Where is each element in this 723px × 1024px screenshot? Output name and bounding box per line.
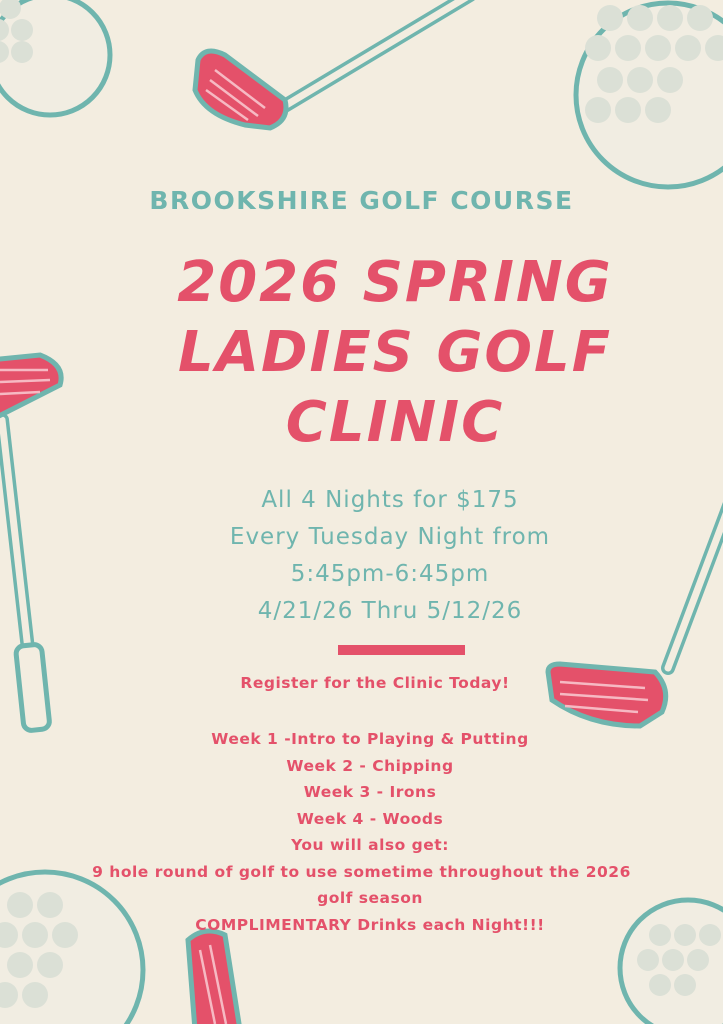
clinic-headline xyxy=(0,248,723,458)
schedule-day-line: Every Tuesday Night from xyxy=(229,524,551,550)
headline-line: 2026 SPRING xyxy=(177,250,613,315)
week-item: Week 3 - Irons xyxy=(303,783,437,801)
bonus-heading: You will also get: xyxy=(291,836,449,854)
golf-ball-icon xyxy=(0,0,110,115)
divider-bar xyxy=(338,645,465,655)
bonus-item-continued: golf season xyxy=(317,889,423,907)
golf-club-icon xyxy=(195,0,470,128)
week-item: Week 2 - Chipping xyxy=(286,756,454,775)
venue-title: BROOKSHIRE GOLF COURSE xyxy=(149,186,574,215)
clinic-details xyxy=(0,482,723,630)
golf-club-icon xyxy=(188,931,240,1024)
weekly-schedule xyxy=(0,726,723,938)
price-line: All 4 Nights for $175 xyxy=(261,487,519,513)
time-line: 5:45pm-6:45pm xyxy=(290,561,490,587)
bonus-drinks: COMPLIMENTARY Drinks each Night!!! xyxy=(195,915,545,934)
bonus-item: 9 hole round of golf to use sometime throughout the 2026 xyxy=(92,862,631,881)
headline-line: LADIES GOLF xyxy=(178,320,612,385)
headline-line: CLINIC xyxy=(285,390,505,455)
golf-ball-icon xyxy=(576,3,723,187)
register-call-to-action: Register for the Clinic Today! xyxy=(240,674,510,692)
date-range-line: 4/21/26 Thru 5/12/26 xyxy=(257,598,523,624)
week-item: Week 4 - Woods xyxy=(296,809,444,828)
week-item: Week 1 -Intro to Playing & Putting xyxy=(211,730,529,748)
